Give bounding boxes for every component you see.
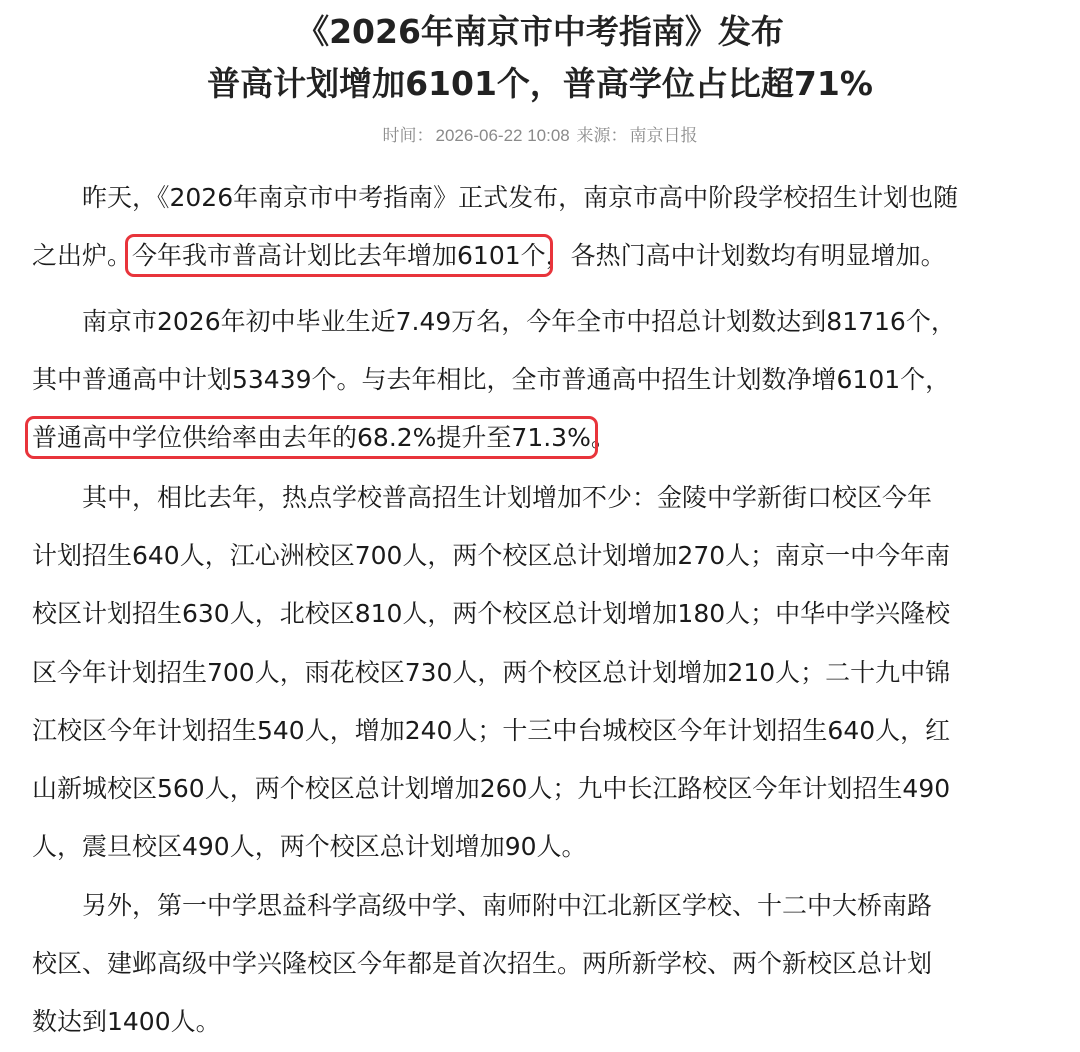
paragraph-4 [32, 877, 1048, 1052]
paragraph-line: 江校区今年计划招生540人，增加240人；十三中台城校区今年计划招生640人，红 [32, 715, 951, 745]
paragraph-line: 校区计划招生630人，北校区810人，两个校区总计划增加180人；中华中学兴隆校 [32, 599, 951, 629]
article-title-line-2: 普高计划增加6101个，普高学位占比超71% [207, 64, 873, 103]
highlighted-text: 普通高中学位供给率由去年的68.2%提升至71.3% [32, 423, 591, 453]
time-label: 时间： [382, 126, 434, 145]
paragraph-line: 计划招生640人，江心洲校区700人，两个校区总计划增加270人；南京一中今年南 [32, 541, 951, 571]
paragraph-line [32, 227, 1048, 285]
paragraph-line: 南京市2026年初中毕业生近7.49万名，今年全市中招总计划数达到81716个， [82, 307, 956, 336]
paragraph-line: 昨天，《2026年南京市中考指南》正式发布，南京市高中阶段学校招生计划也随 [82, 183, 959, 212]
paragraph-line [32, 409, 1048, 467]
paragraph-line: 人，震旦校区490人，两个校区总计划增加90人。 [32, 832, 587, 862]
paragraph-line: 数达到1400人。 [32, 1007, 221, 1037]
paragraph-2 [32, 293, 1048, 468]
paragraph-line: 校区、建邺高级中学兴隆校区今年都是首次招生。两所新学校、两个新校区总计划 [32, 949, 933, 979]
paragraph-1 [32, 169, 1048, 285]
article-meta [0, 120, 1080, 152]
paragraph-line: 其中，相比去年，热点学校普高招生计划增加不少：金陵中学新街口校区今年 [82, 483, 933, 512]
publish-time: 2026-06-22 10:08 [435, 126, 570, 145]
highlighted-text: 今年我市普高计划比去年增加6101个 [132, 241, 546, 271]
text-segment: 之出炉。 [32, 241, 133, 271]
paragraph-line: 区今年计划招生700人，雨花校区730人，两个校区总计划增加210人；二十九中锦 [32, 657, 951, 687]
source-label: 来源： [576, 126, 628, 145]
article-title-line-1: 《2026年南京市中考指南》发布 [296, 12, 784, 51]
paragraph-line: 其中普通高中计划53439个。与去年相比，全市普通高中招生计划数净增6101个， [32, 365, 951, 395]
paragraph-line: 另外，第一中学思益科学高级中学、南师附中江北新区学校、十二中大桥南路 [82, 891, 933, 920]
text-segment: 。 [590, 423, 616, 453]
text-segment: ，各热门高中计划数均有明显增加。 [545, 241, 946, 271]
paragraph-line: 山新城校区560人，两个校区总计划增加260人；九中长江路校区今年计划招生490 [32, 773, 951, 803]
source-name: 南京日报 [629, 126, 698, 145]
paragraph-3 [32, 469, 1048, 876]
